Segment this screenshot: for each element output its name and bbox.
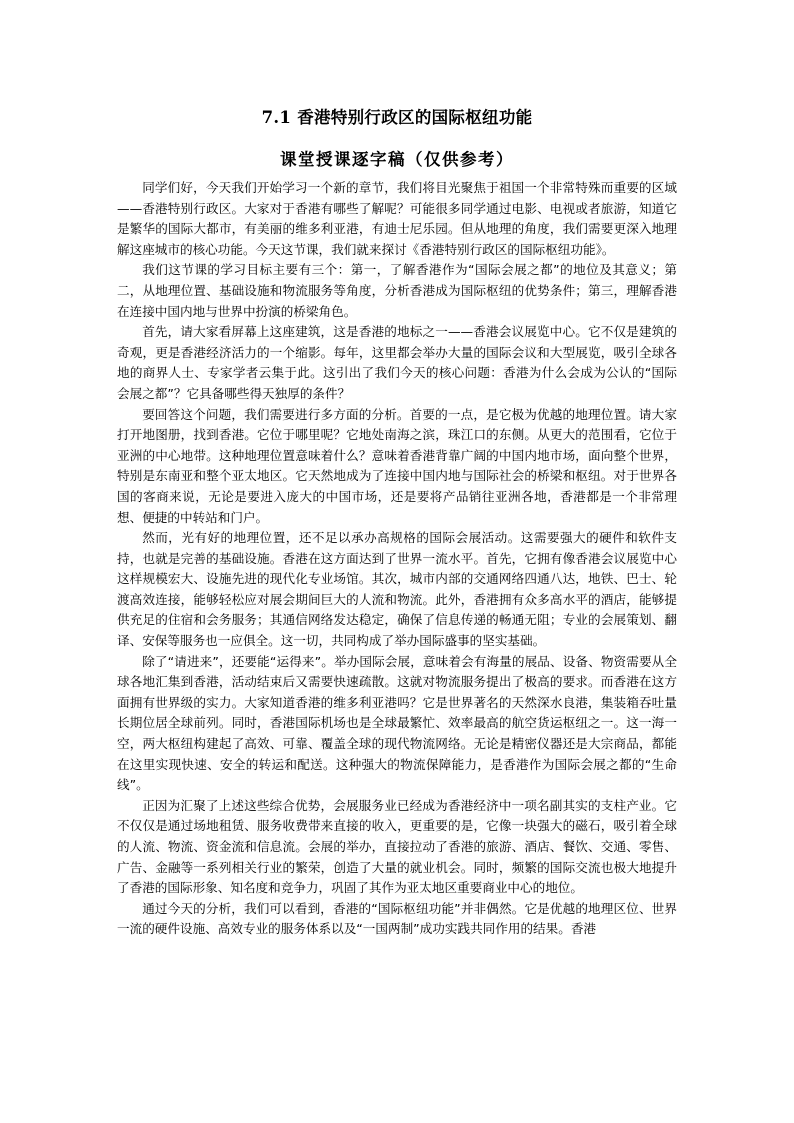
- document-body: [117, 178, 677, 940]
- paragraph-3: 首先，请大家看屏幕上这座建筑，这是香港的地标之一——香港会议展览中心。它不仅是建筑的奇观，更是香港经济活力的一个缩影。每年，这里都会举办大量的国际会议和大型展览，吸引全球各地的商界人士、专家学者云集于此。这引出了我们今天的核心问题：香港为什么会成为公认的“国际会展之都”？它具备哪些得天独厚的条件？: [117, 324, 677, 401]
- document-subtitle: 课堂授课逐字稿（仅供参考）: [280, 150, 514, 169]
- paragraph-4: 要回答这个问题，我们需要进行多方面的分析。首要的一点，是它极为优越的地理位置。请大家打开地图册，找到香港。它位于哪里呢？它地处南海之滨，珠江口的东侧。从更大的范围看，它位于亚洲的中心地带。这种地理位置意味着什么？意味着香港背靠广阔的中国内地市场，面向整个世界，特别是东南亚和整个亚太地区。它天然地成为了连接中国内地与国际社会的桥梁和枢纽。对于世界各国的客商来说，无论是要进入庞大的中国市场，还是要将产品销往亚洲各地，香港都是一个非常理想、便捷的中转站和门户。: [117, 406, 677, 525]
- paragraph-5: 然而，光有好的地理位置，还不足以承办高规格的国际会展活动。这需要强大的硬件和软件支持，也就是完善的基础设施。香港在这方面达到了世界一流水平。首先，它拥有像香港会议展览中心这样规模宏大、设施先进的现代化专业场馆。其次，城市内部的交通网络四通八达，地铁、巴士、轮渡高效连接，能够轻松应对展会期间巨大的人流和物流。此外，香港拥有众多高水平的酒店，能够提供充足的住宿和会务服务；其通信网络发达稳定，确保了信息传递的畅通无阻；专业的会展策划、翻译、安保等服务也一应俱全。这一切，共同构成了举办国际盛事的坚实基础。: [117, 530, 677, 649]
- document-title: 7.1 香港特别行政区的国际枢纽功能: [261, 108, 533, 127]
- paragraph-8: 通过今天的分析，我们可以看到，香港的“国际枢纽功能”并非偶然。它是优越的地理区位、世界一流的硬件设施、高效专业的服务体系以及“一国两制”成功实践共同作用的结果。香港: [117, 900, 677, 937]
- paragraph-7: 正因为汇聚了上述这些综合优势，会展服务业已经成为香港经济中一项名副其实的支柱产业。它不仅仅是通过场地租赁、服务收费带来直接的收入，更重要的是，它像一块强大的磁石，吸引着全球的人流、物流、资金流和信息流。会展的举办，直接拉动了香港的旅游、酒店、餐饮、交通、零售、广告、金融等一系列相关行业的繁荣，创造了大量的就业机会。同时，频繁的国际交流也极大地提升了香港的国际形象、知名度和竞争力，巩固了其作为亚太地区重要商业中心的地位。: [117, 797, 677, 896]
- paragraph-1: 同学们好，今天我们开始学习一个新的章节，我们将目光聚焦于祖国一个非常特殊而重要的区域——香港特别行政区。大家对于香港有哪些了解呢？可能很多同学通过电影、电视或者旅游，知道它是繁华的国际大都市，有美丽的维多利亚港，有迪士尼乐园。但从地理的角度，我们需要更深入地理解这座城市的核心功能。今天这节课，我们就来探讨《香港特别行政区的国际枢纽功能》。: [117, 180, 677, 257]
- paragraph-6: 除了“请进来”，还要能“运得来”。举办国际会展，意味着会有海量的展品、设备、物资需要从全球各地汇集到香港，活动结束后又需要快速疏散。这就对物流服务提出了极高的要求。而香港在这方面拥有世界级的实力。大家知道香港的维多利亚港吗？它是世界著名的天然深水良港，集装箱吞吐量长期位居全球前列。同时，香港国际机场也是全球最繁忙、效率最高的航空货运枢纽之一。这一海一空，两大枢纽构建起了高效、可靠、覆盖全球的现代物流网络。无论是精密仪器还是大宗商品，都能在这里实现快速、安全的转运和配送。这种强大的物流保障能力，是香港作为国际会展之都的“生命线”。: [117, 653, 677, 793]
- paragraph-2: 我们这节课的学习目标主要有三个：第一，了解香港作为“国际会展之都”的地位及其意义；第二，从地理位置、基础设施和物流服务等角度，分析香港成为国际枢纽的优势条件；第三，理解香港在连接中国内地与世界中扮演的桥梁角色。: [117, 262, 677, 319]
